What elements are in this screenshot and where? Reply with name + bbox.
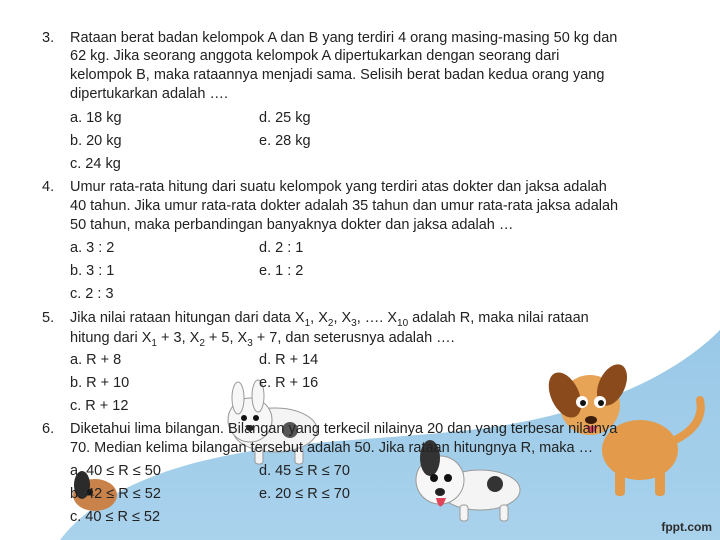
question-text-line: hitung dari $X_1 + 3$, $X_2 + 5$, $X_3 + 7$, dan seterusnya adalah …. [70,330,455,349]
question-text-line: 50 tahun, maka perbandingan banyaknya dokter dan jaksa adalah … [70,217,514,233]
option-e: e. 28 kg [259,133,311,149]
option-c: c. 40 ≤ R ≤ 52 [70,509,161,525]
question-text-line: Jika nilai rataan hitungan dari data $X_1$, $X_2$, $X_3$, …. $X_{10}$ adalah R, maka nilai rataan [70,310,589,329]
option-d: d. 45 ≤ R ≤ 70 [259,463,350,479]
fppt-watermark: fppt.com [661,520,712,534]
question-text-line: 70. Median kelima bilangan tersebut adalah 50. Jika rataan hitungnya R, maka … [70,440,594,456]
option-d: d. R + 14 [259,352,319,368]
question-text-line: Diketahui lima bilangan. Bilangan yang terkecil nilainya 20 dan yang terbesar nilainya [70,421,618,437]
option-a: a. 3 : 2 [70,240,115,256]
question-text-line: kelompok B, maka rataannya menjadi sama. Selisih berat badan kedua orang yang [70,67,605,83]
option-c: c. 2 : 3 [70,286,114,302]
option-a: a. R + 8 [70,352,122,368]
option-b: b. R + 10 [70,375,130,391]
option-e: e. 1 : 2 [259,263,304,279]
option-d: d. 2 : 1 [259,240,304,256]
question-number: 5. [42,310,55,326]
question-number: 3. [42,30,55,46]
option-a: a. 18 kg [70,110,122,126]
question-text-line: Umur rata-rata hitung dari suatu kelompok yang terdiri atas dokter dan jaksa adalah [70,179,607,195]
option-d: d. 25 kg [259,110,311,126]
option-b: b. 3 : 1 [70,263,115,279]
option-e: e. R + 16 [259,375,319,391]
question-text-line: 40 tahun. Jika umur rata-rata dokter adalah 35 tahun dan umur rata-rata jaksa adalah [70,198,619,214]
question-number: 6. [42,421,55,437]
question-text-line: Rataan berat badan kelompok A dan B yang terdiri 4 orang masing-masing 50 kg dan [70,30,618,46]
question-text-line: dipertukarkan adalah …. [70,86,228,102]
option-b: b. 20 kg [70,133,122,149]
option-a: a. 40 ≤ R ≤ 50 [70,463,161,479]
question-text-line: 62 kg. Jika seorang anggota kelompok A dipertukarkan dengan seorang dari [70,48,560,64]
option-c: c. 24 kg [70,156,121,172]
question-number: 4. [42,179,55,195]
option-b: b. 42 ≤ R ≤ 52 [70,486,161,502]
option-c: c. R + 12 [70,398,129,414]
option-e: e. 20 ≤ R ≤ 70 [259,486,350,502]
